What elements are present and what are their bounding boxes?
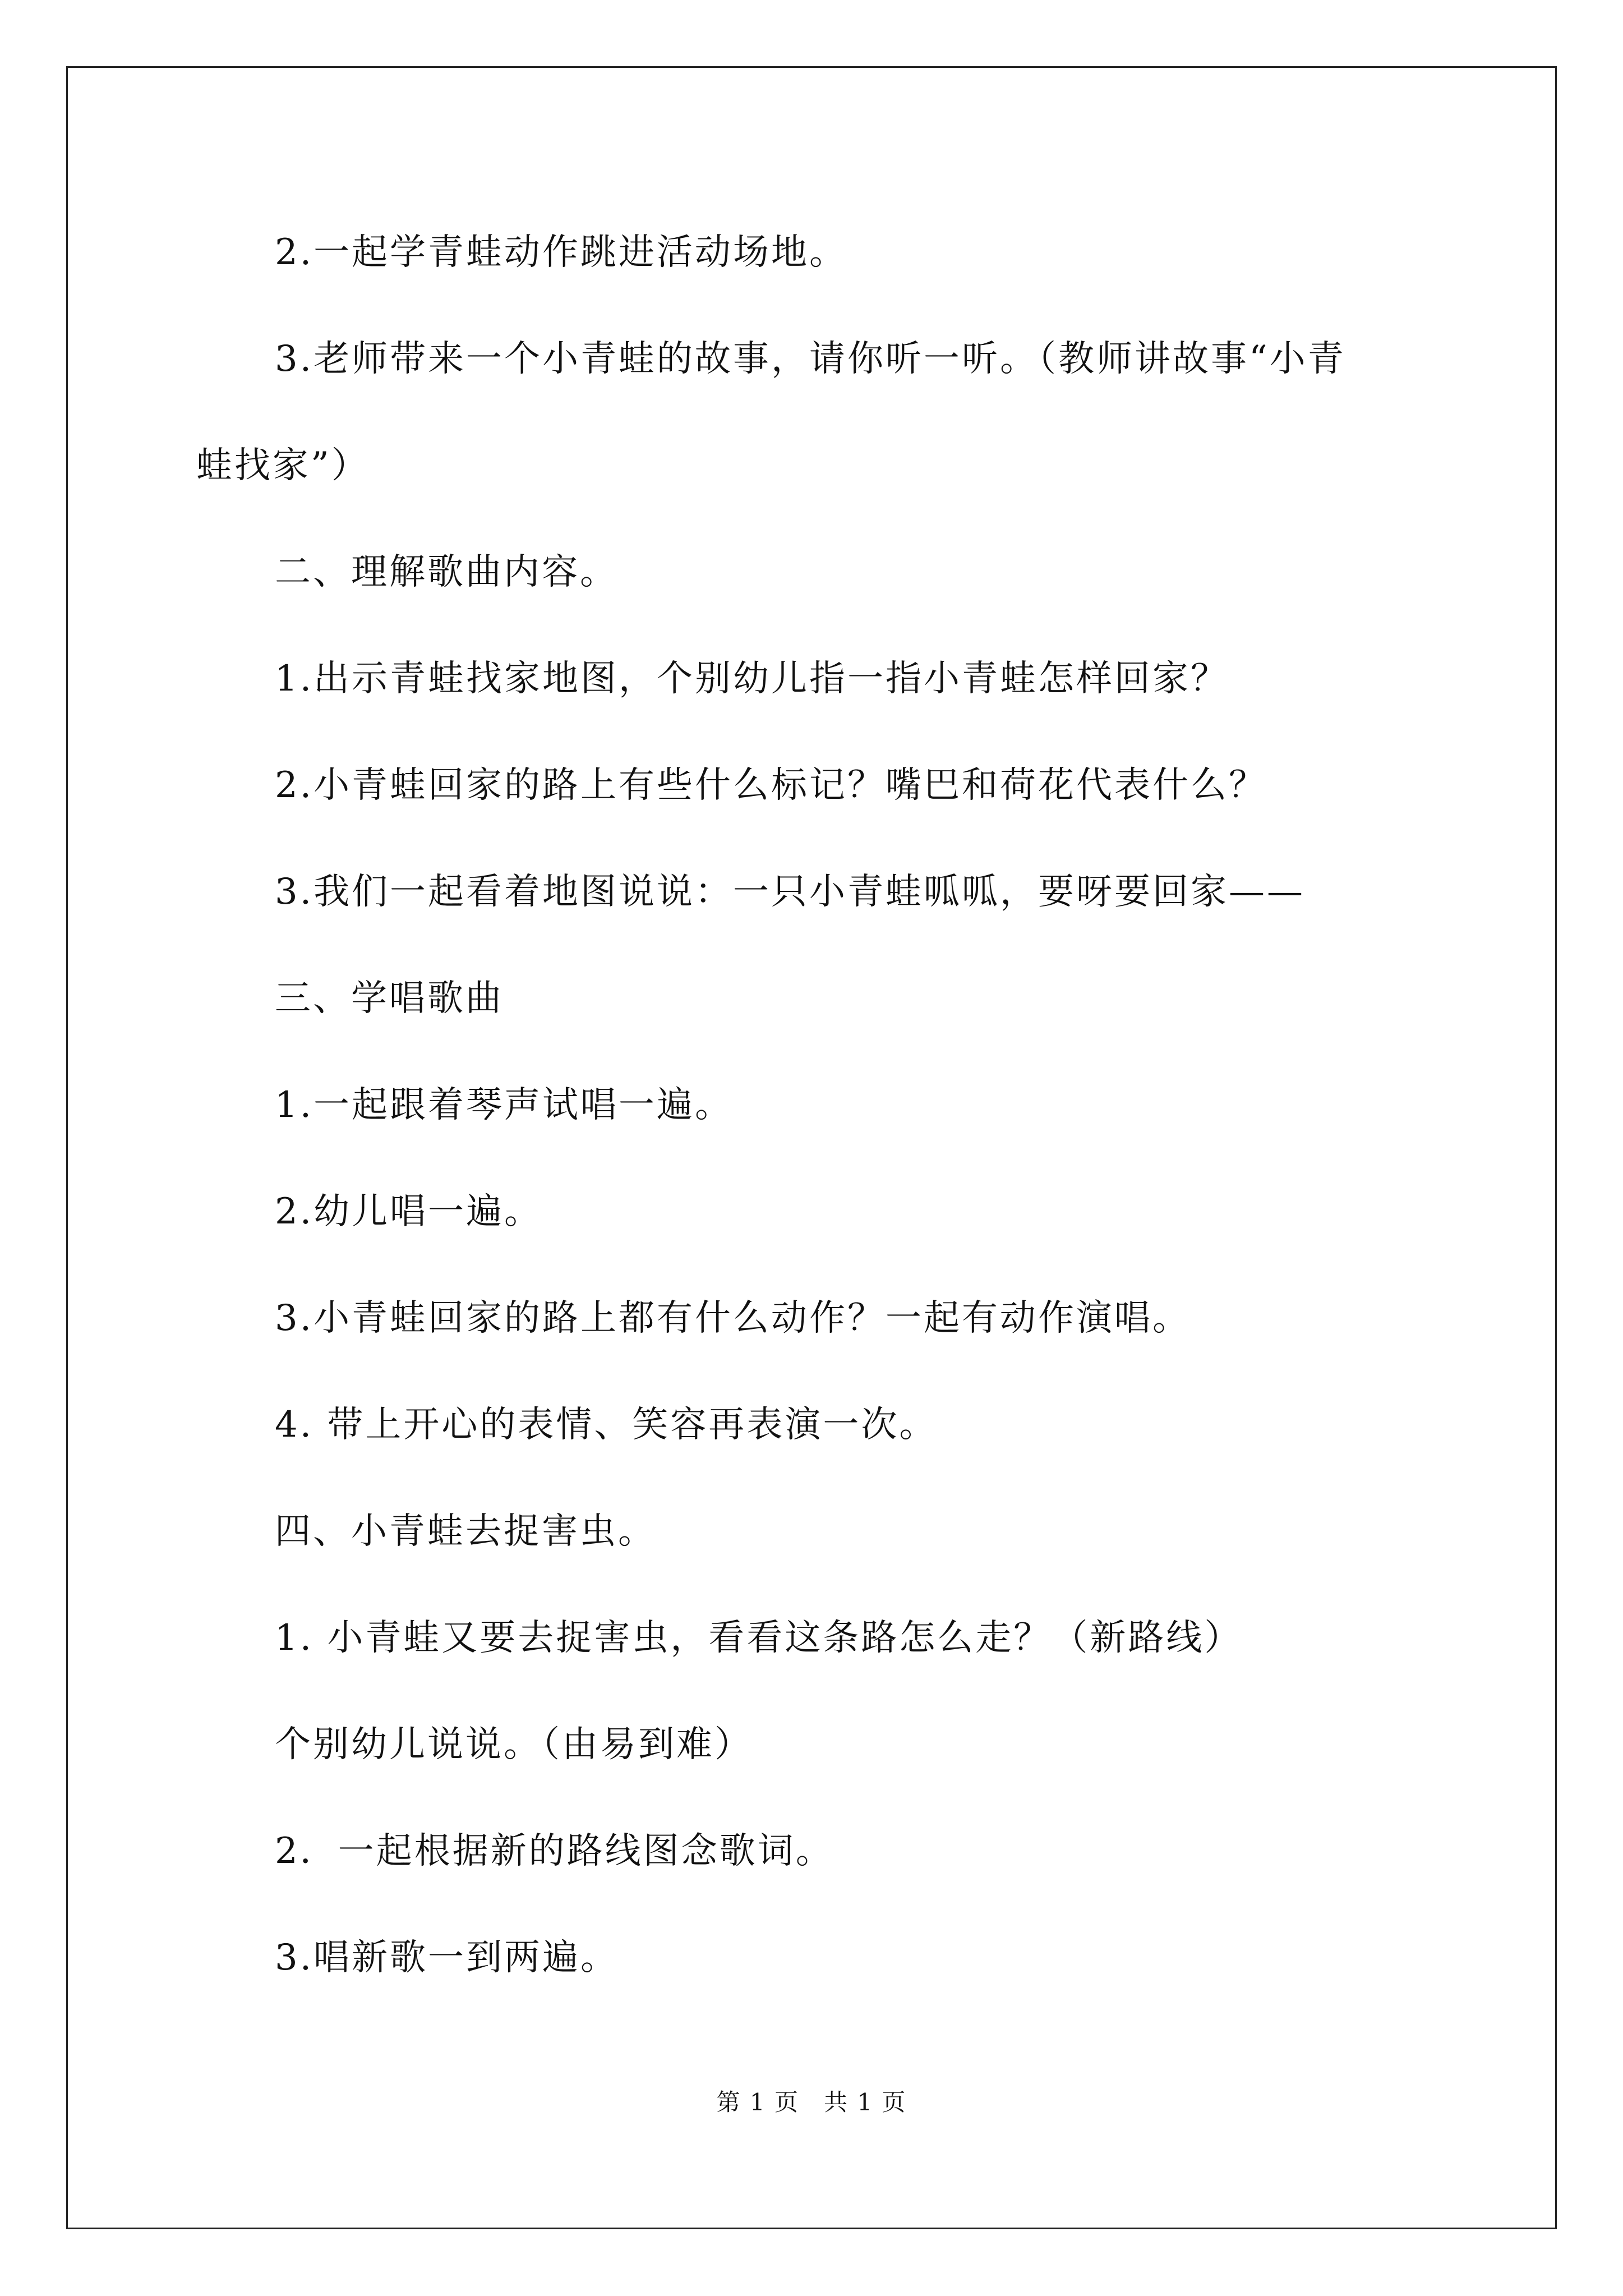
paragraph-read-map: 3.我们一起看着地图说说：一只小青蛙呱呱，要呀要回家——: [275, 871, 1306, 913]
paragraph-individual: 个别幼儿说说。（由易到难）: [275, 1724, 753, 1765]
paragraph-step-3-story: 3.老师带来一个小青蛙的故事，请你听一听。（教师讲故事“小青: [275, 338, 1346, 380]
section-heading-4: 四、小青蛙去捉害虫。: [275, 1511, 656, 1552]
page-border: [66, 66, 1557, 2229]
paragraph-actions: 3.小青蛙回家的路上都有什么动作？一起有动作演唱。: [275, 1297, 1191, 1339]
paragraph-marks: 2.小青蛙回家的路上有些什么标记？嘴巴和荷花代表什么？: [275, 765, 1267, 806]
paragraph-perform-again: 4. 带上开心的表情、笑容再表演一次。: [275, 1404, 938, 1446]
page-footer: 第 1 页 共 1 页: [716, 2088, 907, 2116]
paragraph-map: 1.出示青蛙找家地图，个别幼儿指一指小青蛙怎样回家？: [275, 658, 1229, 700]
paragraph-try-sing: 1.一起跟着琴声试唱一遍。: [275, 1084, 734, 1126]
paragraph-new-song: 3.唱新歌一到两遍。: [275, 1937, 619, 1978]
paragraph-step-3-story-cont: 蛙找家”）: [196, 445, 370, 486]
section-heading-3: 三、学唱歌曲: [275, 978, 504, 1019]
paragraph-new-route: 1. 小青蛙又要去捉害虫，看看这条路怎么走？（新路线）: [275, 1617, 1243, 1659]
section-heading-2: 二、理解歌曲内容。: [275, 551, 618, 593]
paragraph-lyrics: 2．一起根据新的路线图念歌词。: [275, 1830, 834, 1872]
paragraph-children-sing: 2.幼儿唱一遍。: [275, 1191, 543, 1232]
paragraph-step-2-jump: 2.一起学青蛙动作跳进活动场地。: [275, 232, 848, 273]
